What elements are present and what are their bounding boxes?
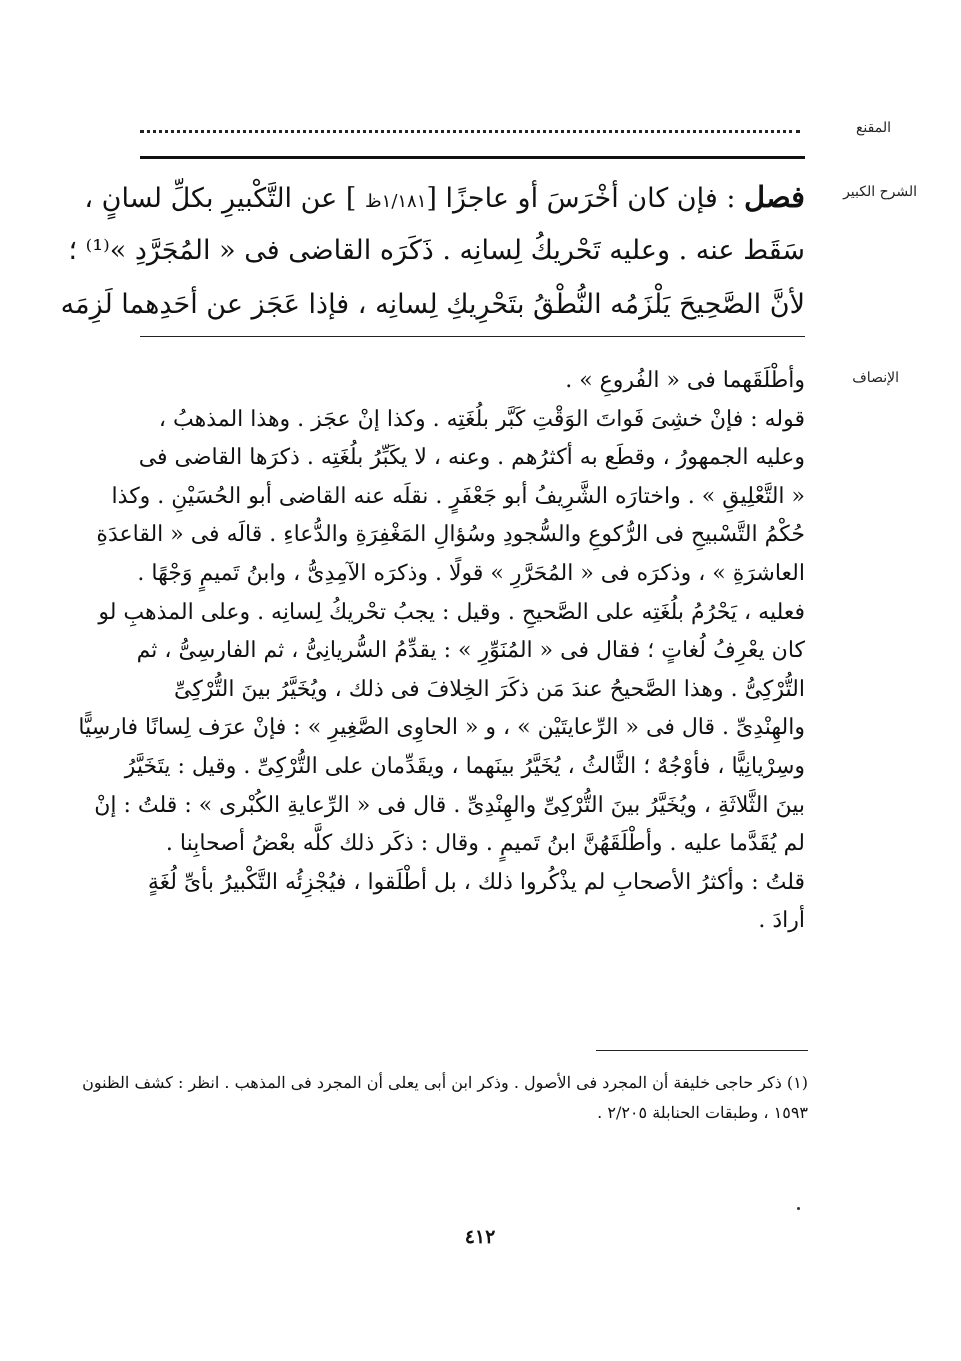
insaf-line: قوله : فإنْ خشِىَ فَواتَ الوَقْتِ كَبَّر بلُغَتِه . وكذا إنْ عجَز . وهذا المذهبُ ، (158, 406, 805, 432)
insaf-line: « التَّعْلِيقِ » . واختارَه الشَّرِيفُ أبو جَعْفَرٍ . نقلَه عنه القاضى أبو الحُسَيْنِ . وكذا (111, 483, 805, 509)
footnote-line-1: (١) ذكر حاجى خليفة أن المجرد فى الأصول . وذكر ابن أبى يعلى أن المجرد فى المذهب . انظر : كشف الظنون (82, 1073, 808, 1092)
label-sharh-kabir: الشرح الكبير (843, 184, 917, 200)
footnote-rule (596, 1050, 808, 1051)
insaf-line: والهِنْدِىِّ . قال فى « الرِّعايتَيْن » ، و « الحاوِى الصَّغِيرِ » : فإنْ عرَف لِسانًا فارسِيًّا (78, 715, 805, 741)
sharh-line-1 (84, 170, 805, 224)
sharh-line-1-text: : فإن كان أخْرَسَ أو عاجزًا [ (426, 183, 736, 214)
sharh-line-3: لأنَّ الصَّحِيحَ يَلْزَمُه النُّطْقُ بتَحْرِيكِ لِسانِه ، فإذا عَجَز عن أحَدِهما لَزِمَه (60, 289, 805, 320)
scan-speck (797, 1207, 800, 1210)
insaf-text (78, 362, 805, 941)
insaf-line: العاشرَةِ » ، وذكرَه فى « المُحَرَّرِ » قولًا . وذكرَه الآمِدِىُّ ، وابنُ تَميمٍ وَجْهًا . (137, 560, 805, 586)
dotted-separator (140, 130, 800, 133)
folio-marker: ١/١٨١ظ (365, 191, 427, 212)
insaf-line: فعليه ، يَحْرُمُ بلُغَتِه على الصَّحيحِ . وقيل : يجبُ تحْريكُ لِسانِه . وعلى المذهبِ لو (98, 599, 805, 625)
insaf-line: وأطْلَقَهما فى « الفُروعِ » . (565, 368, 805, 393)
insaf-line: كان يعْرِفُ لُغاتٍ ؛ فقال فى « المُنَوِّرِ » : يقدِّمُ السُّريانِىُّ ، ثم الفارسِىُّ ، ثم (136, 638, 805, 664)
insaf-line: قلتُ : وأكثرُ الأصحابِ لم يذْكُروا ذلك ، بل أطْلَقوا ، فيُجْزِئُه التَّكْبيرُ بأىِّ لُغَةٍ (147, 869, 805, 895)
insaf-line: وسِرْيانِيًّا ، فأوْجُهٌ ؛ الثَّالثُ ، يُخَيَّرُ بينَهما ، ويقَدِّمان على التُّرْكِىِّ . وقيل : يتَخَيَّرُ (124, 753, 805, 779)
footnote-line-2: ١٥٩٣ ، وطبقات الحنابلة ٢/٢٠٥ . (597, 1103, 808, 1122)
sharh-line-2: سَقَط عنه . وعليه تَحْريكُ لِسانِه . ذَكَرَه القاضى فى « المُجَرَّدِ »⁽¹⁾ ؛ (68, 235, 805, 266)
insaf-line: لم يُقَدَّما عليه . وأطْلَقَهُنَّ ابنُ تَميمٍ . وقال : ذكَر ذلك كلَّه بعْضُ أصحابِنا . (165, 831, 805, 857)
sharh-line-1-end: ] عن التَّكْبيرِ بكلِّ لسانٍ ، (84, 183, 357, 214)
fasl-heading: فصل (744, 180, 805, 214)
section-rule (140, 336, 805, 337)
insaf-line: وعليه الجمهورُ ، وقطَع به أكثرُهم . وعنه ، لا يكَبِّرُ بلُغَتِه . ذكرَها القاضى فى (138, 445, 805, 471)
footnote (82, 1068, 808, 1128)
insaf-line: التُّرْكِىُّ . وهذا الصَّحيحُ عندَ مَن ذكَرَ الخِلافَ فى ذلك ، ويُخَيَّرُ بينَ التُّرْكِىِّ (174, 676, 805, 702)
page-number: ٤١٢ (464, 1226, 496, 1248)
insaf-line: بينَ الثَّلاثَةِ ، ويُخَيَّرُ بينَ التُّرْكِىِّ والهِنْدِىِّ . قال فى « الرِّعايةِ الكُبْرى » : قلتُ : إنْ (94, 792, 805, 818)
label-insaf: الإنصاف (852, 370, 899, 386)
thick-rule (140, 156, 805, 159)
label-muqni: المقنع (855, 120, 891, 136)
insaf-line: أرادَ . (758, 908, 805, 934)
insaf-line: حُكْمُ التَّسْبيحِ فى الرُّكوعِ والسُّجودِ وسُؤالِ المَغْفِرَةِ والدُّعاءِ . قالَه فى « القاعدَةِ (96, 522, 805, 548)
sharh-text (60, 170, 805, 332)
